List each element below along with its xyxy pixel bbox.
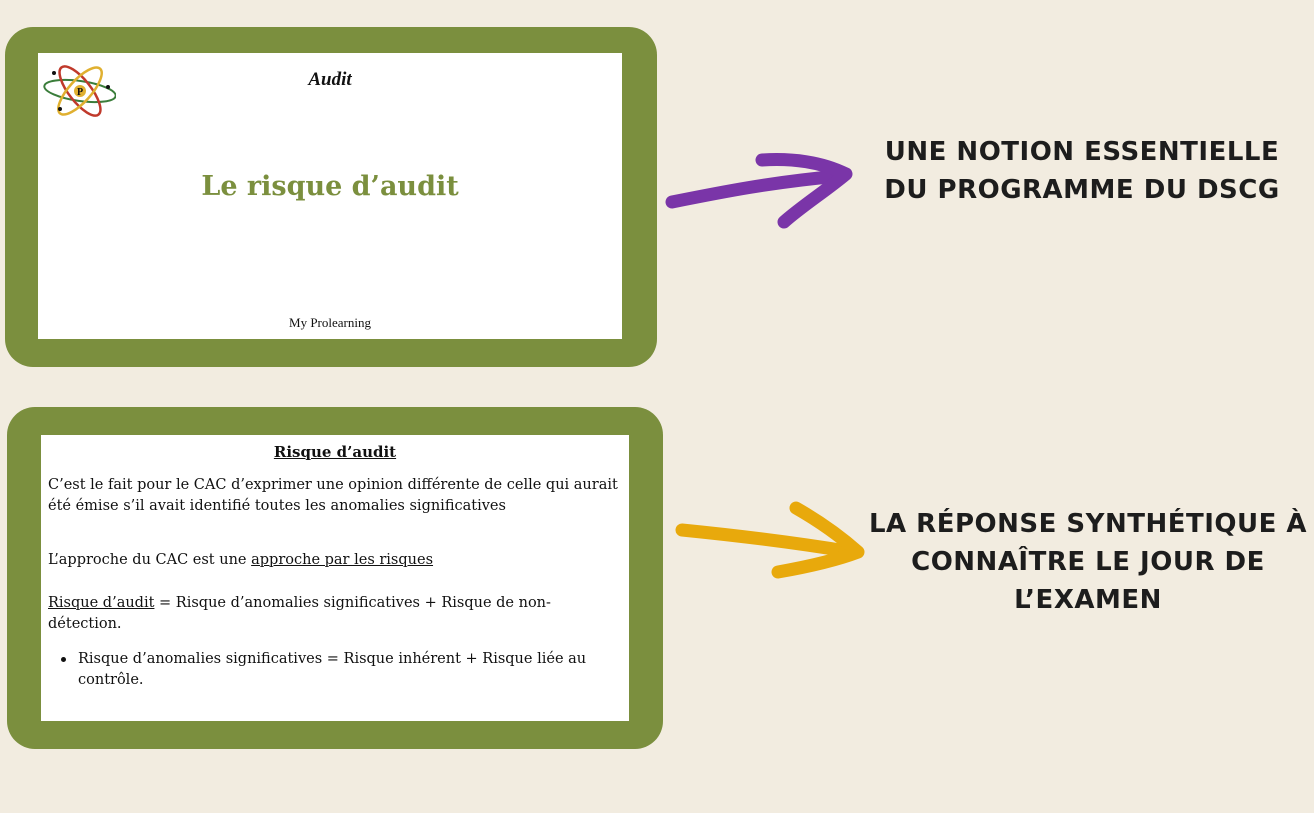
slide-card-definition — [7, 407, 663, 749]
slide-card-title — [5, 27, 657, 367]
definition-paragraph: C’est le fait pour le CAC d’exprimer une opinion différente de celle qui aurait été émise s’il avait identifié toutes les anomalies significatives — [48, 477, 618, 514]
slide-definition-page — [41, 435, 629, 721]
slide-title: Le risque d’audit — [201, 171, 459, 202]
approach-prefix: L’approche du CAC est une — [48, 552, 252, 568]
slide-footer: My Prolearning — [289, 315, 371, 330]
list-item: Risque d’anomalies significatives = Risque inhérent + Risque liée au contrôle. — [78, 651, 587, 688]
label-synthetic-answer: LA RÉPONSE SYNTHÉTIQUE À CONNAÎTRE LE JOUR DE L’EXAMEN — [868, 509, 1308, 615]
label-essential-notion: UNE NOTION ESSENTIELLE DU PROGRAMME DU DSCG — [884, 137, 1280, 205]
right-arrow-icon — [672, 490, 872, 585]
formula-term: Risque d’audit — [48, 595, 155, 611]
formula-paragraph — [48, 593, 618, 635]
definition-title: Risque d’audit — [273, 443, 397, 461]
logo-letter: P — [76, 87, 84, 98]
approach-paragraph — [48, 550, 618, 571]
slide-header: Audit — [308, 69, 352, 90]
right-arrow-icon — [662, 140, 862, 235]
slide-title-page — [38, 53, 622, 339]
formula-rest: = Risque d’anomalies significatives + Risque de non-détection. — [48, 595, 551, 632]
approach-term: approche par les risques — [251, 552, 434, 568]
bullet-dot — [61, 657, 66, 662]
